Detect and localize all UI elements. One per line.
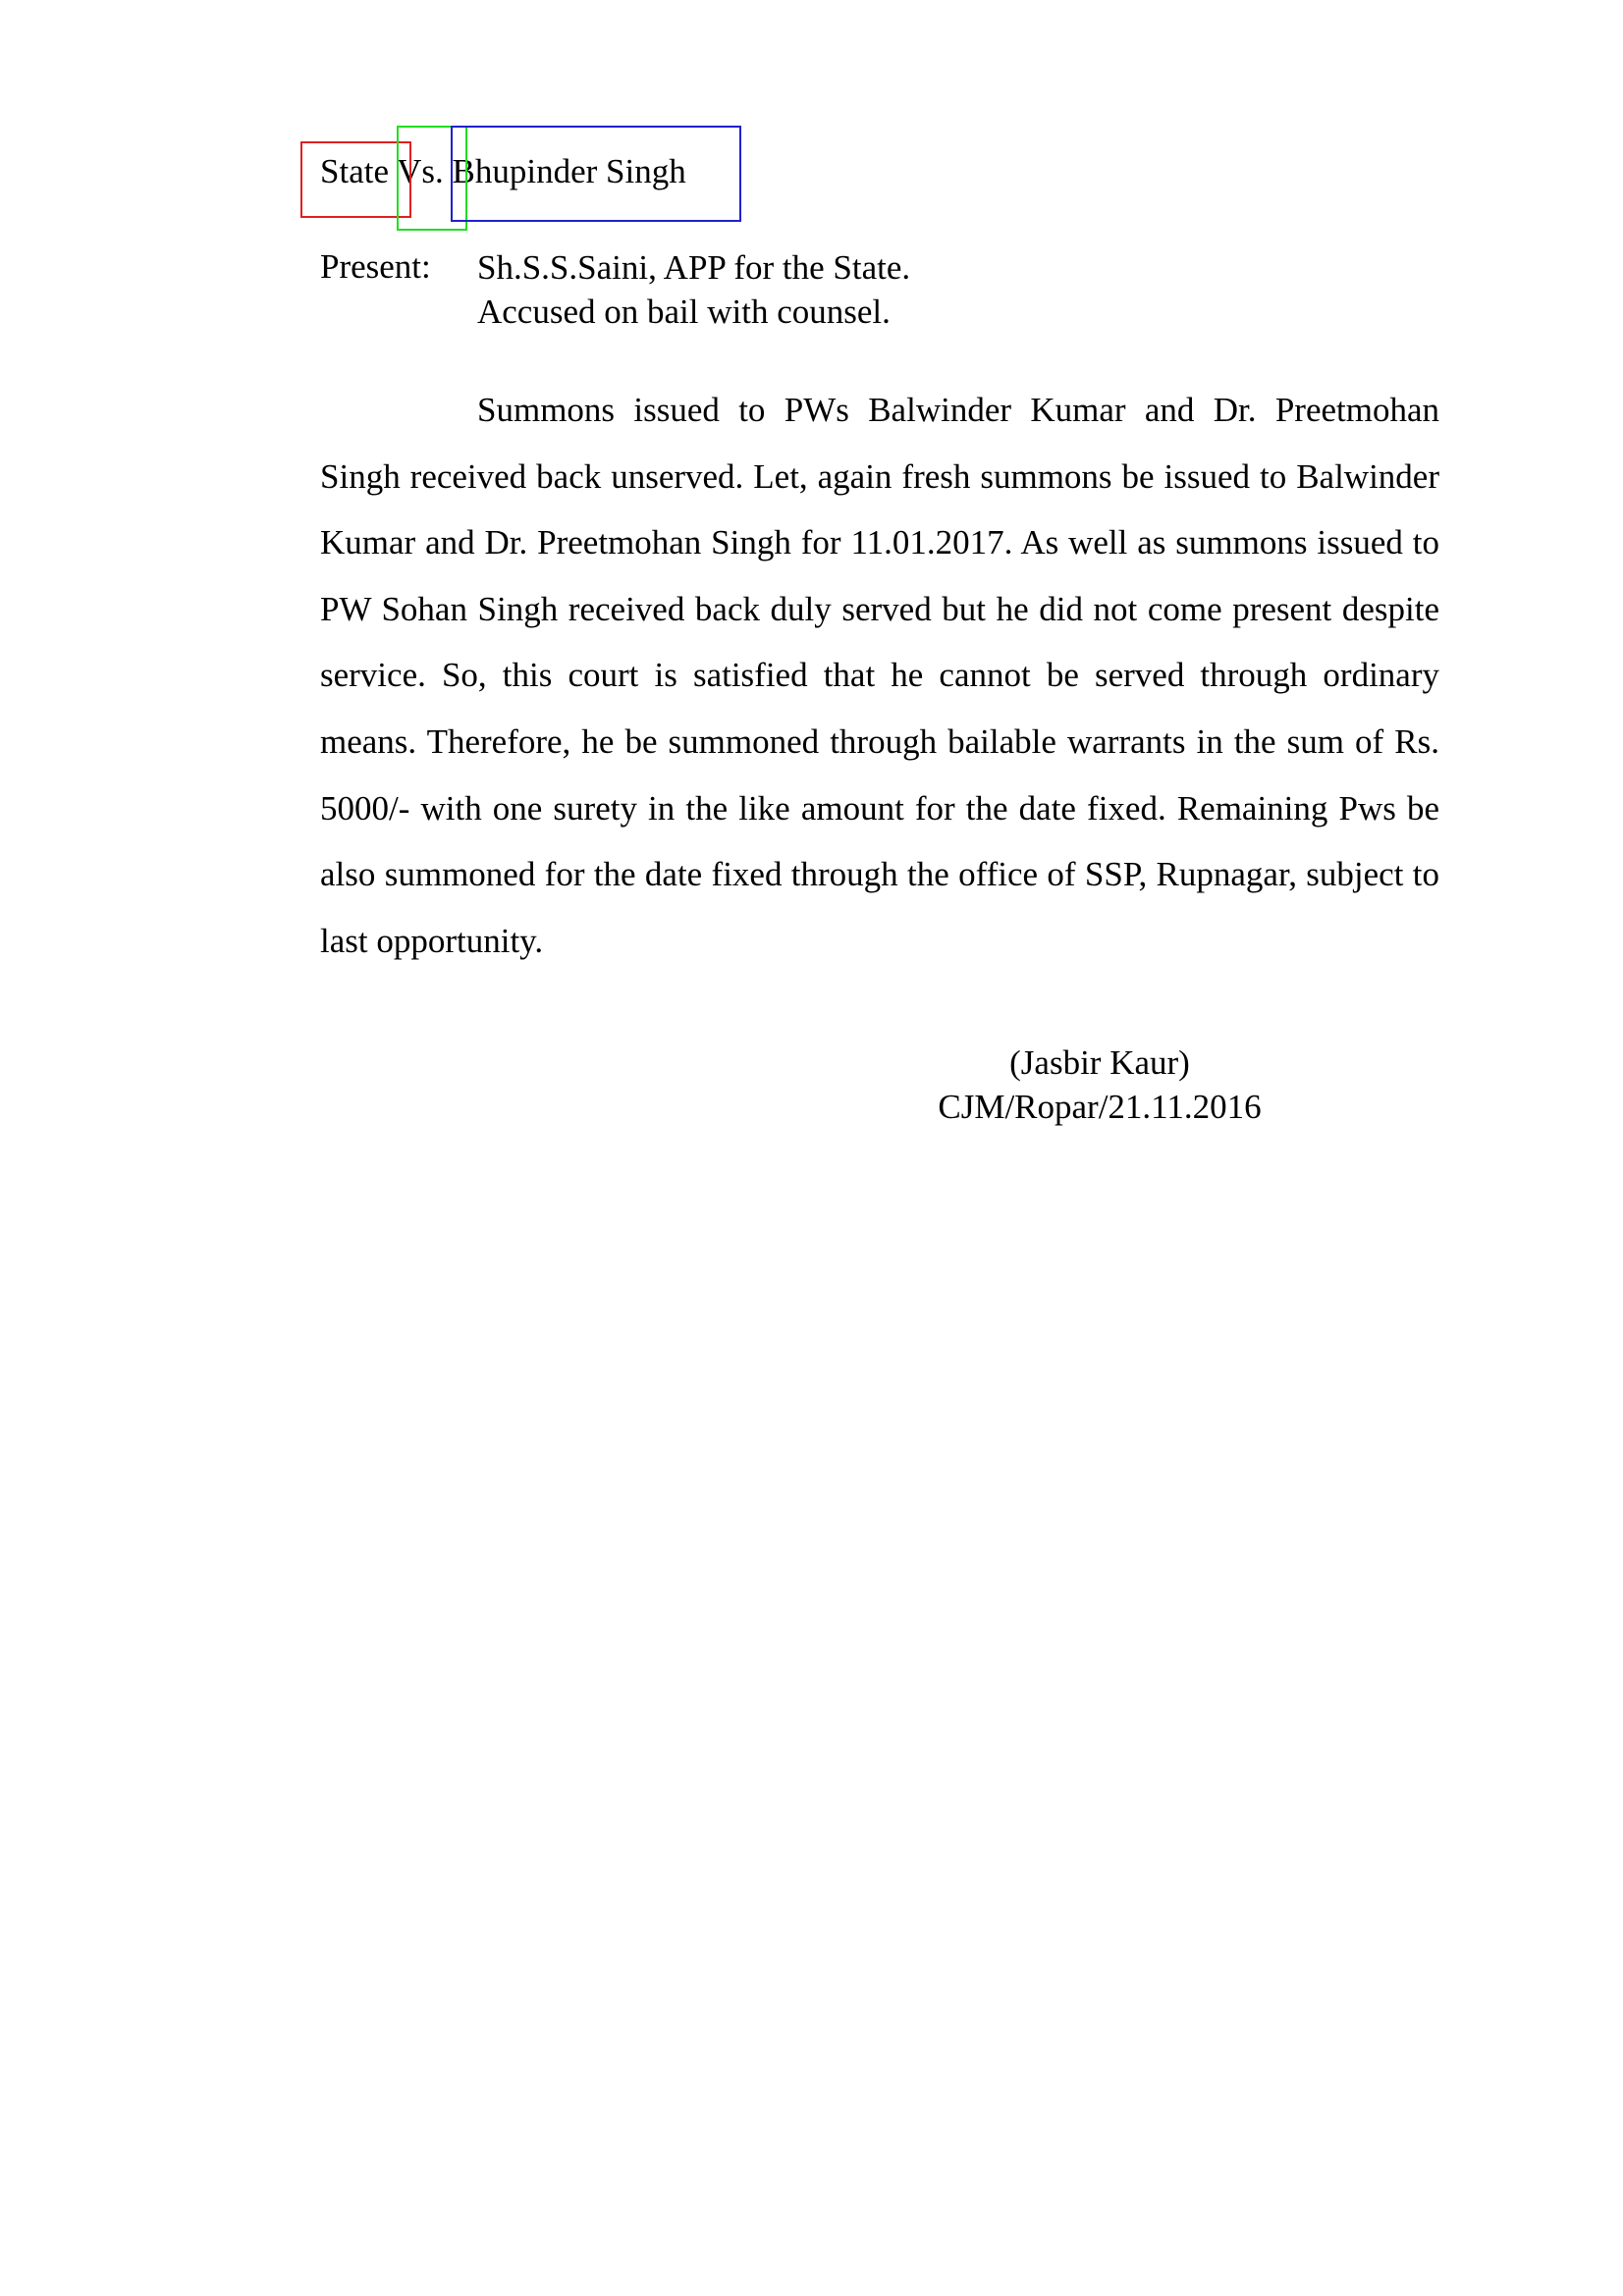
highlight-box-party-two — [451, 126, 741, 222]
present-label: Present: — [320, 247, 431, 286]
signatory-designation: CJM/Ropar/21.11.2016 — [938, 1088, 1262, 1126]
party-one: State — [320, 152, 389, 190]
present-line: Accused on bail with counsel. — [477, 293, 891, 331]
present-list — [477, 245, 910, 334]
highlight-box-party-one — [300, 141, 411, 218]
versus-label: Vs. — [397, 152, 444, 190]
present-line: Sh.S.S.Saini, APP for the State. — [477, 248, 911, 287]
order-paragraph: Summons issued to PWs Balwinder Kumar and Dr. Preetmohan Singh received back unserved. Let, again fresh summons be issued to Balwinder Kumar and Dr. Preetmohan Singh for 11.01.2017. As well as summons issued to PW Sohan Singh received back duly served but he did not come present despite service. So, this court is satisfied that he cannot be served through ordinary means. Therefore, he be summoned through bailable warrants in the sum of Rs. 5000/- with one surety in the like amount for the date fixed. Remaining Pws be also summoned for the date fixed through the office of SSP, Rupnagar, subject to last opportunity. — [320, 391, 1439, 960]
party-two: Bhupinder Singh — [452, 152, 686, 190]
signature-block — [884, 1041, 1316, 1129]
signatory-name: (Jasbir Kaur) — [1009, 1043, 1190, 1082]
